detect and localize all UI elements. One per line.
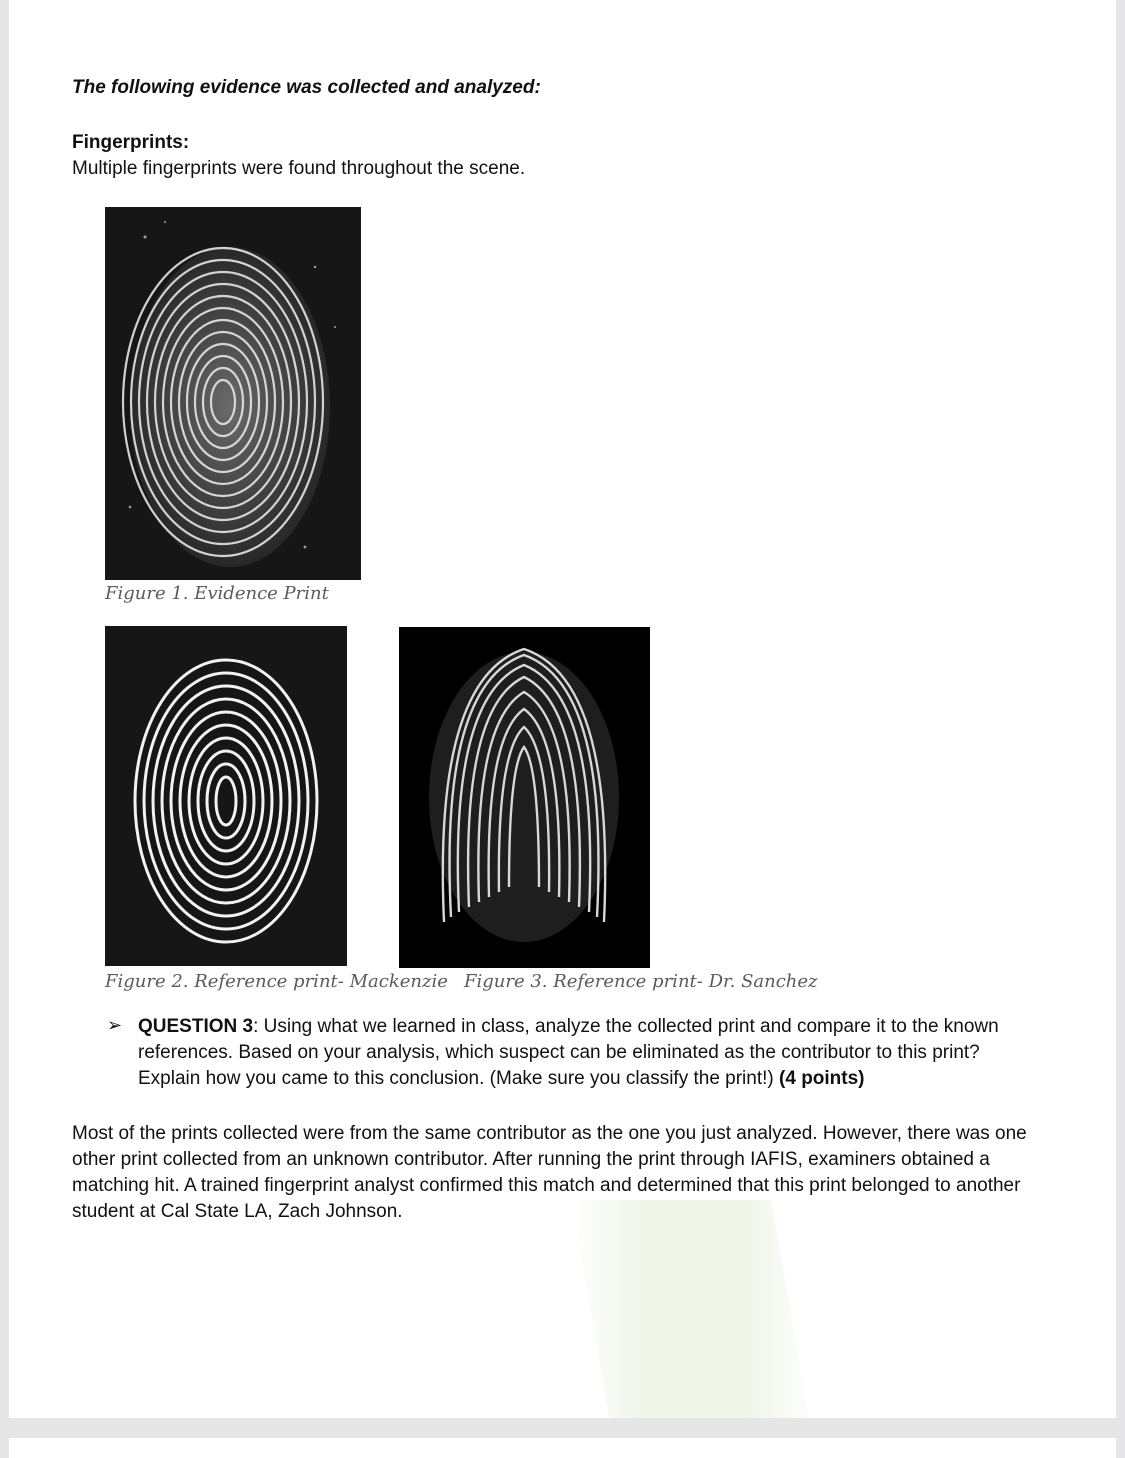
figure-2-caption: Figure 2. Reference print- Mackenzie: [105, 971, 448, 992]
fingerprint-reference-mackenzie-image: [105, 626, 347, 966]
evidence-heading: The following evidence was collected and analyzed:: [72, 77, 541, 98]
figure-1-caption: Figure 1. Evidence Print: [105, 583, 329, 604]
closing-paragraph: Most of the prints collected were from the same contributor as the one you just analyzed. However, there was one other print collected from an unknown contributor. After running the print through IAFIS, examiners obtained a matching hit. A trained fingerprint analyst confirmed this match and determined that this print belonged to another student at Cal State LA, Zach Johnson.: [72, 1123, 1027, 1222]
fingerprints-intro: Multiple fingerprints were found throughout the scene.: [72, 158, 526, 179]
next-page-edge: [9, 1438, 1116, 1458]
question-label: QUESTION 3: [138, 1016, 254, 1037]
bullet-arrow-icon: ➢: [107, 1015, 123, 1036]
watermark: [571, 1200, 817, 1418]
fingerprint-reference-sanchez-image: [399, 627, 650, 968]
question-text: : Using what we learned in class, analyze the collected print and compare it to the known references. Based on your analysis, which suspect can be eliminated as the contributor to this print? Explain how you came to this conclusion. (Make sure you classify the print!): [138, 1016, 999, 1089]
question-points: (4 points): [779, 1068, 865, 1089]
figure-3-caption: Figure 3. Reference print- Dr. Sanchez: [464, 971, 818, 992]
fingerprints-section-title: Fingerprints:: [72, 132, 190, 153]
document-page: [9, 0, 1116, 1418]
fingerprint-evidence-image: [105, 207, 361, 580]
question-3: [138, 1014, 1033, 1092]
